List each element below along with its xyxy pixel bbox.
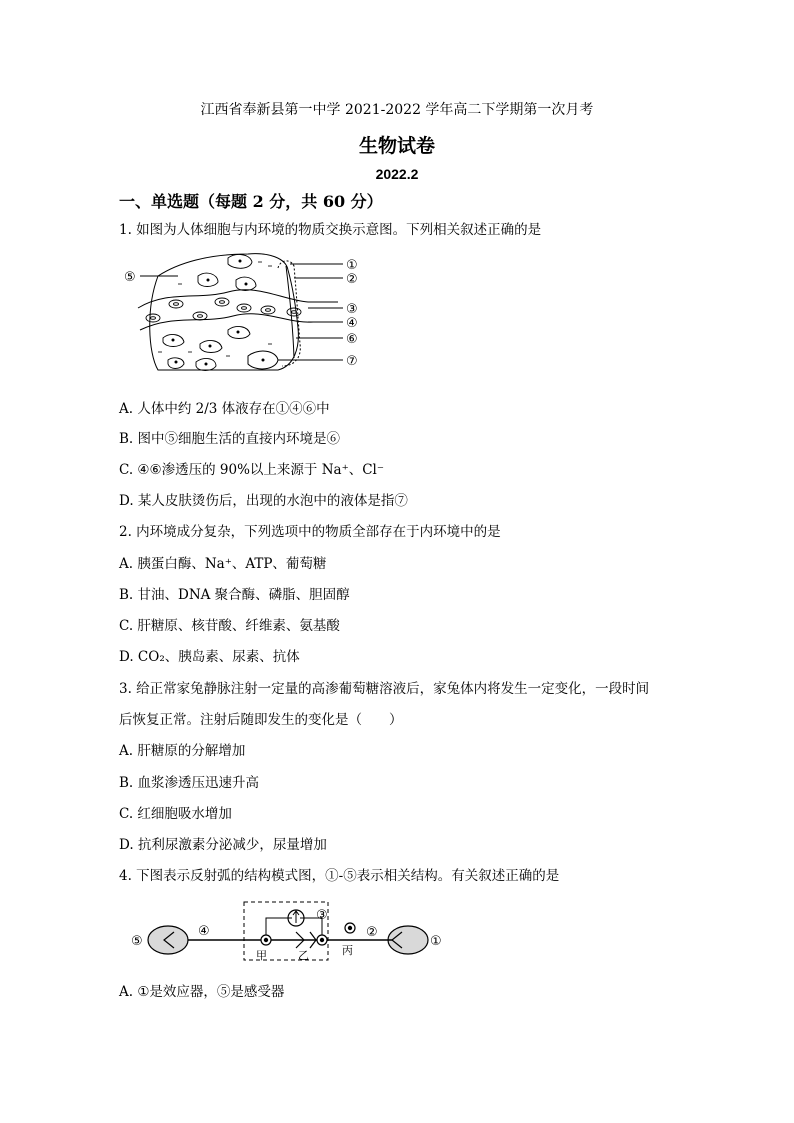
tissue-fluid-diagram <box>118 248 378 376</box>
exam-title: 生物试卷 <box>358 135 435 157</box>
question-3-stem-line2: 后恢复正常。注射后随即发生的变化是（ ） <box>119 712 403 728</box>
q4-option-a: A. ①是效应器，⑤是感受器 <box>119 984 285 1000</box>
q1-option-d: D. 某人皮肤烫伤后，出现的水泡中的液体是指⑦ <box>119 493 408 509</box>
q3-option-d: D. 抗利尿激素分泌减少，尿量增加 <box>119 837 327 853</box>
fig1-label-2: ② <box>346 272 358 287</box>
fig4-label-1: ① <box>430 934 442 949</box>
section-title: 一、单选题（每题 2 分，共 60 分） <box>119 192 383 211</box>
q2-option-b: B. 甘油、DNA 聚合酶、磷脂、胆固醇 <box>119 587 350 603</box>
q3-option-c: C. 红细胞吸水增加 <box>119 806 232 822</box>
q1-option-a: A. 人体中约 2/3 体液存在①④⑥中 <box>119 401 330 417</box>
q2-option-a: A. 胰蛋白酶、Na⁺、ATP、葡萄糖 <box>119 556 327 572</box>
reflex-arc-diagram <box>128 896 458 968</box>
fig1-label-3: ③ <box>346 302 358 317</box>
question-3-stem-line1: 3. 给正常家兔静脉注射一定量的高渗葡萄糖溶液后，家兔体内将发生一定变化，一段时间 <box>119 681 650 697</box>
q2-option-c: C. 肝糖原、核苷酸、纤维素、氨基酸 <box>119 618 340 634</box>
fig1-label-6: ⑥ <box>346 332 358 347</box>
fig4-label-4: ④ <box>198 924 210 939</box>
fig1-label-7: ⑦ <box>346 354 358 369</box>
fig4-label-5: ⑤ <box>131 934 143 949</box>
fig4-label-jia: 甲 <box>256 949 267 962</box>
question-4-stem: 4. 下图表示反射弧的结构模式图，①-⑤表示相关结构。有关叙述正确的是 <box>119 868 560 884</box>
question-1-stem: 1. 如图为人体细胞与内环境的物质交换示意图。下列相关叙述正确的是 <box>119 222 542 238</box>
q3-option-b: B. 血浆渗透压迅速升高 <box>119 775 260 791</box>
fig4-label-3: ③ <box>316 908 328 923</box>
question-2-stem: 2. 内环境成分复杂，下列选项中的物质全部存在于内环境中的是 <box>119 524 501 540</box>
q1-option-c: C. ④⑥渗透压的 90%以上来源于 Na⁺、Cl⁻ <box>119 462 384 478</box>
fig1-label-4: ④ <box>346 316 358 331</box>
exam-subtitle: 江西省奉新县第一中学 2021-2022 学年高二下学期第一次月考 <box>200 102 594 118</box>
exam-date: 2022.2 <box>375 166 419 182</box>
fig4-label-2: ② <box>366 925 378 940</box>
q2-option-d: D. CO₂、胰岛素、尿素、抗体 <box>119 649 300 665</box>
fig4-label-yi: 乙 <box>298 949 309 962</box>
q3-option-a: A. 肝糖原的分解增加 <box>119 743 246 759</box>
fig4-label-bing: 丙 <box>342 944 353 957</box>
q1-option-b: B. 图中⑤细胞生活的直接内环境是⑥ <box>119 431 341 447</box>
fig1-label-1: ① <box>346 258 358 273</box>
fig1-label-5: ⑤ <box>124 270 136 285</box>
